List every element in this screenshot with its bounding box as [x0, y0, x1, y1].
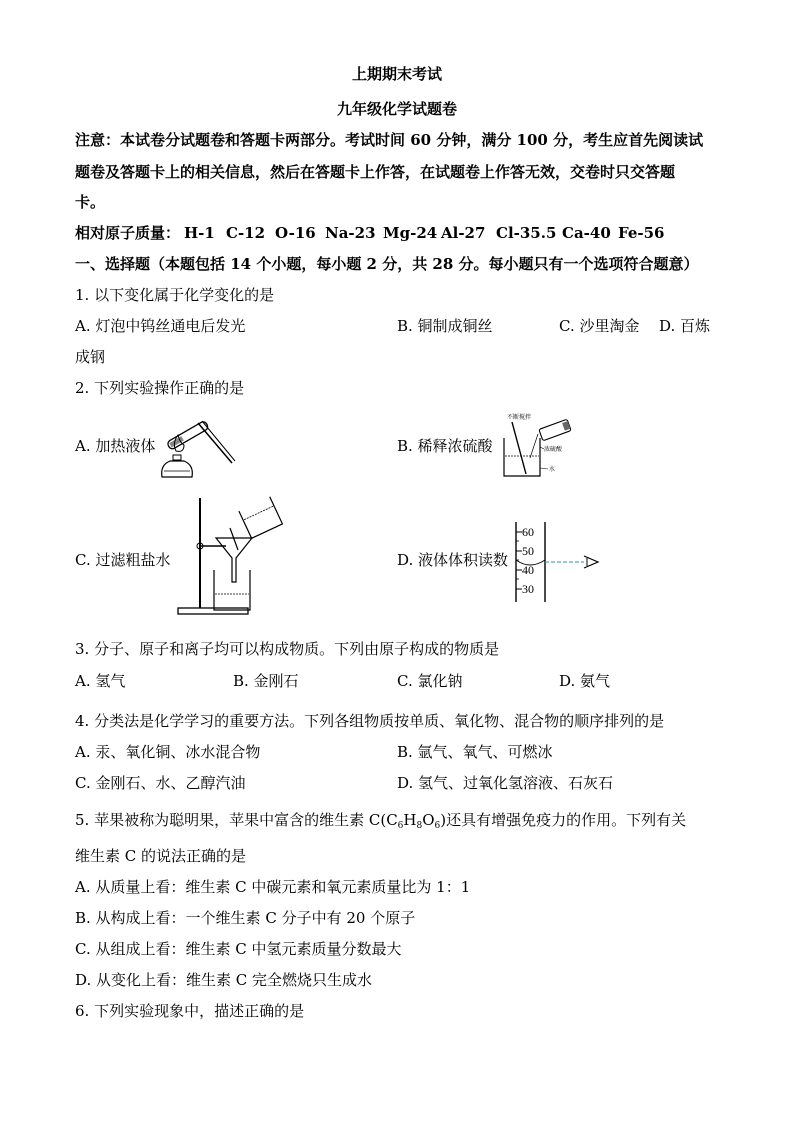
exam-subtitle: 九年级化学试题卷 [336, 100, 457, 118]
q5-option-d: D. 从变化上看：维生素 C 完全燃烧只生成水 [75, 971, 373, 989]
heating-liquid-figure [158, 405, 238, 485]
atomic-mass-fe: Fe-56 [618, 224, 665, 242]
q1-option-a: A. 灯泡中钨丝通电后发光 [75, 317, 246, 335]
q3-stem: 3. 分子、原子和离子均可以构成物质。下列由原子构成的物质是 [75, 640, 500, 658]
q5-option-c: C. 从组成上看：维生素 C 中氢元素质量分数最大 [75, 940, 402, 958]
atomic-mass-o: O-16 [275, 224, 316, 242]
formula-o: O [422, 811, 435, 829]
notice-line-3: 卡。 [75, 193, 106, 211]
q2-option-a: A. 加热液体 [75, 437, 156, 455]
q5-stem-2: 维生素 C 的说法正确的是 [75, 847, 247, 865]
notice-line-1: 注意：本试卷分试题卷和答题卡两部分。考试时间 60 分钟，满分 100 分，考生应首先阅读试 [75, 131, 704, 149]
q3-option-c: C. 氯化钠 [397, 672, 463, 690]
filtration-figure [176, 488, 286, 618]
formula-h-sub: 8 [416, 821, 423, 831]
q5-option-b: B. 从构成上看：一个维生素 C 分子中有 20 个原子 [75, 909, 416, 927]
atomic-mass-na: Na-23 [325, 224, 376, 242]
q3-option-a: A. 氢气 [75, 672, 126, 690]
q6-stem: 6. 下列实验现象中，描述正确的是 [75, 1002, 305, 1020]
dilute-acid-figure [500, 410, 580, 490]
q3-option-b: B. 金刚石 [233, 672, 299, 690]
q2-stem: 2. 下列实验操作正确的是 [75, 379, 245, 397]
q3-option-d: D. 氨气 [559, 672, 611, 690]
atomic-mass-c: C-12 [226, 224, 266, 242]
exam-title: 上期期末考试 [351, 65, 442, 83]
formula-o-sub: 6 [434, 821, 441, 831]
atomic-mass-ca: Ca-40 [562, 224, 611, 242]
fig-b-label-acid: 浓硫酸 [544, 446, 563, 453]
fig-b-label-stir: 不断搅拌 [507, 414, 532, 421]
q5-stem-pre: 5. 苹果被称为聪明果，苹果中富含的维生素 C( [75, 811, 387, 829]
q5-stem [75, 810, 686, 836]
formula-c-sub: 6 [397, 821, 404, 831]
atomic-mass-al: Al-27 [441, 224, 486, 242]
cyl-tick-60: 60 [522, 525, 534, 539]
q1-option-d: D. 百炼 [659, 317, 711, 335]
cyl-tick-30: 30 [522, 582, 534, 596]
notice-line-2: 题卷及答题卡上的相关信息，然后在答题卡上作答，在试题卷上作答无效，交卷时只交答题 [75, 163, 676, 181]
q4-option-d: D. 氢气、过氧化氢溶液、石灰石 [397, 774, 614, 792]
formula-h: H [403, 811, 417, 829]
q1-option-d-cont: 成钢 [75, 348, 106, 366]
fig-b-label-water: 水 [549, 466, 556, 473]
q1-option-c: C. 沙里淘金 [559, 317, 640, 335]
atomic-mass-mg: Mg-24 [383, 224, 438, 242]
cyl-tick-50: 50 [522, 544, 534, 558]
cyl-tick-40: 40 [522, 563, 534, 577]
q2-option-b: B. 稀释浓硫酸 [397, 437, 493, 455]
q4-option-b: B. 氩气、氧气、可燃冰 [397, 743, 553, 761]
q1-option-b: B. 铜制成铜丝 [397, 317, 493, 335]
q4-option-c: C. 金刚石、水、乙醇汽油 [75, 774, 246, 792]
q1-stem: 1. 以下变化属于化学变化的是 [75, 286, 275, 304]
formula-c: C [386, 811, 398, 829]
q2-option-d: D. 液体体积读数 [397, 551, 509, 569]
q5-option-a: A. 从质量上看：维生素 C 中碳元素和氧元素质量比为 1：1 [75, 878, 471, 896]
atomic-mass-cl: Cl-35.5 [496, 224, 557, 242]
q4-stem: 4. 分类法是化学学习的重要方法。下列各组物质按单质、氧化物、混合物的顺序排列的是 [75, 712, 665, 730]
q2-option-c: C. 过滤粗盐水 [75, 551, 171, 569]
atomic-mass-label: 相对原子质量： [75, 224, 181, 242]
atomic-mass-h: H-1 [184, 224, 215, 242]
q4-option-a: A. 汞、氧化铜、冰水混合物 [75, 743, 261, 761]
cylinder-reading-figure [508, 520, 608, 604]
q5-stem-post: )还具有增强免疫力的作用。下列有关 [440, 811, 687, 829]
section-title: 一、选择题（本题包括 14 个小题，每小题 2 分，共 28 分。每小题只有一个选项符合题意） [75, 255, 699, 273]
